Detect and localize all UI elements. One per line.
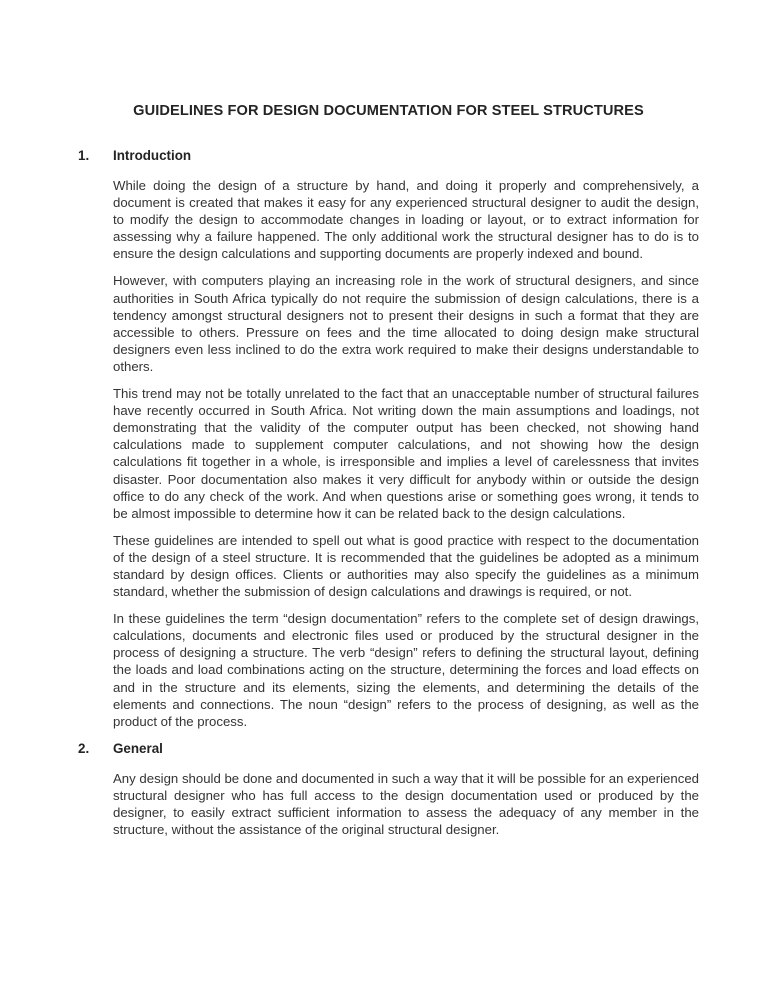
section-header [78,147,699,164]
paragraph: This trend may not be totally unrelated to the fact that an unacceptable number of structural failures have recently occurred in South Africa. Not writing down the main assumptions and loadings, not demonstrating that the validity of the computer output has been checked, not showing hand calculations made to supplement computer calculations, and not showing how the design calculations fit together in a whole, is irresponsible and implies a level of carelessness that invites disaster. Poor documentation also makes it very difficult for anybody within or outside the design office to do any check of the work. And when questions arise or something goes wrong, it tends to be almost impossible to determine how it can be related back to the design calculations. [113,386,699,521]
section-number: 1. [78,148,90,163]
section-number: 2. [78,740,90,756]
section-heading: Introduction [113,148,192,163]
section-header [78,740,699,757]
section-general [78,740,699,838]
paragraph: Any design should be done and documented in such a way that it will be possible for an experienced structural designer who has full access to the design documentation used or produced by the designer, to easily extract sufficient information to assess the adequacy of any member in the structure, without the assistance of the original structural designer. [113,770,699,838]
section-body [113,770,699,838]
section-introduction [78,147,699,730]
paragraph: While doing the design of a structure by hand, and doing it properly and comprehensively, a document is created that makes it easy for any experienced structural designer to audit the design, to modify the design to accommodate changes in loading or layout, or to extract information for assessing why a failure happened. The only additional work the structural designer has to do is to ensure the design calculations and supporting documents are properly indexed and bound. [113,178,699,262]
section-heading: General [113,740,163,756]
paragraph: These guidelines are intended to spell out what is good practice with respect to the documentation of the design of a steel structure. It is recommended that the guidelines be adopted as a minimum standard by design offices. Clients or authorities may also specify the guidelines as a minimum standard, whether the submission of design calculations and drawings is required, or not. [113,532,699,600]
paragraph: In these guidelines the term “design documentation” refers to the complete set of design drawings, calculations, documents and electronic files used or produced by the structural designer in the process of designing a structure. The verb “design” refers to defining the structural layout, defining the loads and load combinations acting on the structure, determining the forces and load effects on and in the structure and its elements, sizing the elements, and determining the details of the elements and connections. The noun “design” refers to the process of designing, as well as the product of the process. [113,611,699,729]
paragraph: However, with computers playing an increasing role in the work of structural designers, and since authorities in South Africa typically do not require the submission of design calculations, there is a tendency amongst structural designers not to present their designs in such a format that they are accessible to others. Pressure on fees and the time allocated to doing design make structural designers even less inclined to do the extra work required to make their designs understandable to others. [113,273,699,374]
section-body [113,177,699,730]
document-title: GUIDELINES FOR DESIGN DOCUMENTATION FOR STEEL STRUCTURES [133,103,644,119]
